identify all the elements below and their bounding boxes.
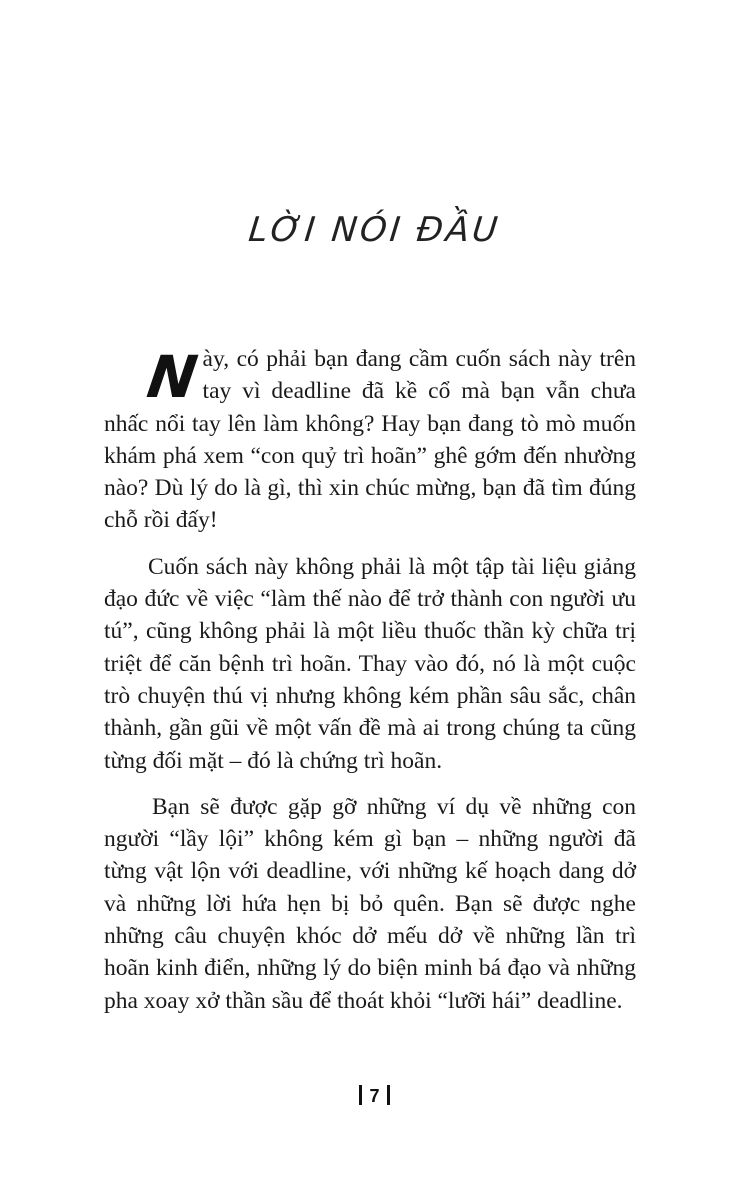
page-number-value: 7: [369, 1086, 380, 1106]
paragraph-2: Cuốn sách này không phải là một tập tài liệu giảng đạo đức về việc “làm thế nào để trở thành con người ưu tú”, cũng không phải là một liều thuốc thần kỳ chữa trị triệt để căn bệnh trì hoãn. Thay vào đó, nó là một cuộc trò chuyện thú vị nhưng không kém phần sâu sắc, chân thành, gần gũi về một vấn đề mà ai trong chúng ta cũng từng đối mặt – đó là chứng trì hoãn.: [104, 553, 636, 774]
body-text: [104, 343, 636, 1017]
page-number: [0, 1086, 749, 1107]
page-number-left-bar: [359, 1085, 362, 1105]
drop-cap: N: [143, 343, 202, 411]
chapter-title: LỜI NÓI ĐẦU: [246, 210, 503, 250]
paragraph-1-text: ày, có phải bạn đang cầm cuốn sách này trên tay vì deadline đã kề cổ mà bạn vẫn chưa nhấc nổi tay lên làm không? Hay bạn đang tò mò muốn khám phá xem “con quỷ trì hoãn” ghê gớm đến nhường nào? Dù lý do là gì, thì xin chúc mừng, bạn đã tìm đúng chỗ rồi đấy!: [104, 346, 636, 534]
paragraph-3: Bạn sẽ được gặp gỡ những ví dụ về những con người “lầy lội” không kém gì bạn – những người đã từng vật lộn với deadline, với những kế hoạch dang dở và những lời hứa hẹn bị bỏ quên. Bạn sẽ được nghe những câu chuyện khóc dở mếu dở về những lần trì hoãn kinh điển, những lý do biện minh bá đạo và những pha xoay xở thần sầu để thoát khỏi “lưỡi hái” deadline.: [104, 793, 636, 1014]
page-number-right-bar: [387, 1085, 390, 1105]
paragraph-1: [104, 343, 636, 537]
